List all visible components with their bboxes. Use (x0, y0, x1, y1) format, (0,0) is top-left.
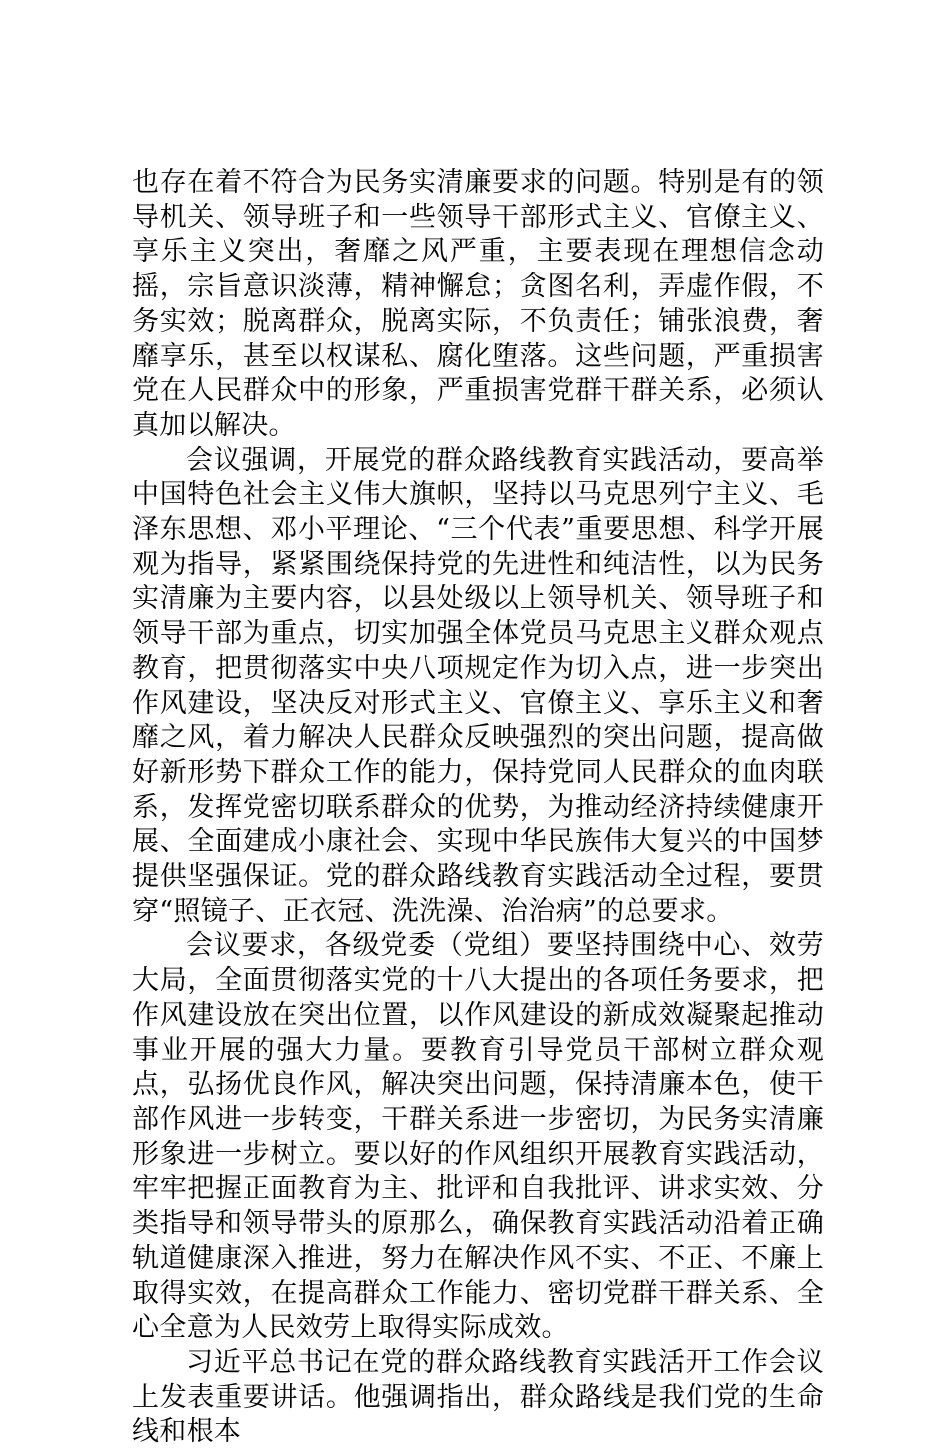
paragraph-speech: 习近平总书记在党的群众路线教育实践活开工作会议上发表重要讲话。他强调指出，群众路线是我们党的生命线和根本 (132, 1346, 824, 1448)
paragraph-meeting-emphasis: 会议强调，开展党的群众路线教育实践活动，要高举中国特色社会主义伟大旗帜，坚持以马克思列宁主义、毛泽东思想、邓小平理论、“三个代表”重要思想、科学开展观为指导，紧紧围绕保持党的先进性和纯洁性，以为民务实清廉为主要内容，以县处级以上领导机关、领导班子和领导干部为重点，切实加强全体党员马克思主义群众观点教育，把贯彻落实中央八项规定作为切入点，进一步突出作风建设，坚决反对形式主义、官僚主义、享乐主义和奢靡之风，着力解决人民群众反映强烈的突出问题，提高做好新形势下群众工作的能力，保持党同人民群众的血肉联系，发挥党密切联系群众的优势，为推动经济持续健康开展、全面建成小康社会、实现中华民族伟大复兴的中国梦提供坚强保证。党的群众路线教育实践活动全过程，要贯穿“照镜子、正衣冠、洗洗澡、治治病”的总要求。 (132, 444, 824, 927)
document-body (132, 166, 824, 1450)
paragraph-continuation: 也存在着不符合为民务实清廉要求的问题。特别是有的领导机关、领导班子和一些领导干部形式主义、官僚主义、享乐主义突出，奢靡之风严重，主要表现在理想信念动摇，宗旨意识淡薄，精神懈怠；贪图名利，弄虚作假，不务实效；脱离群众，脱离实际，不负责任；铺张浪费，奢靡享乐，甚至以权谋私、腐化堕落。这些问题，严重损害党在人民群众中的形象，严重损害党群干群关系，必须认真加以解决。 (132, 167, 824, 441)
paragraph-meeting-requirements: 会议要求，各级党委（党组）要坚持围绕中心、效劳大局，全面贯彻落实党的十八大提出的各项任务要求，把作风建设放在突出位置，以作风建设的新成效凝聚起推动事业开展的强大力量。要教育引导党员干部树立群众观点，弘扬优良作风，解决突出问题，保持清廉本色，使干部作风进一步转变，干群关系进一步密切，为民务实清廉形象进一步树立。要以好的作风组织开展教育实践活动，牢牢把握正面教育为主、批评和自我批评、讲求实效、分类指导和领导带头的原那么，确保教育实践活动沿着正确轨道健康深入推进，努力在解决作风不实、不正、不廉上取得实效，在提高群众工作能力、密切党群干群关系、全心全意为人民效劳上取得实际成效。 (132, 930, 824, 1344)
